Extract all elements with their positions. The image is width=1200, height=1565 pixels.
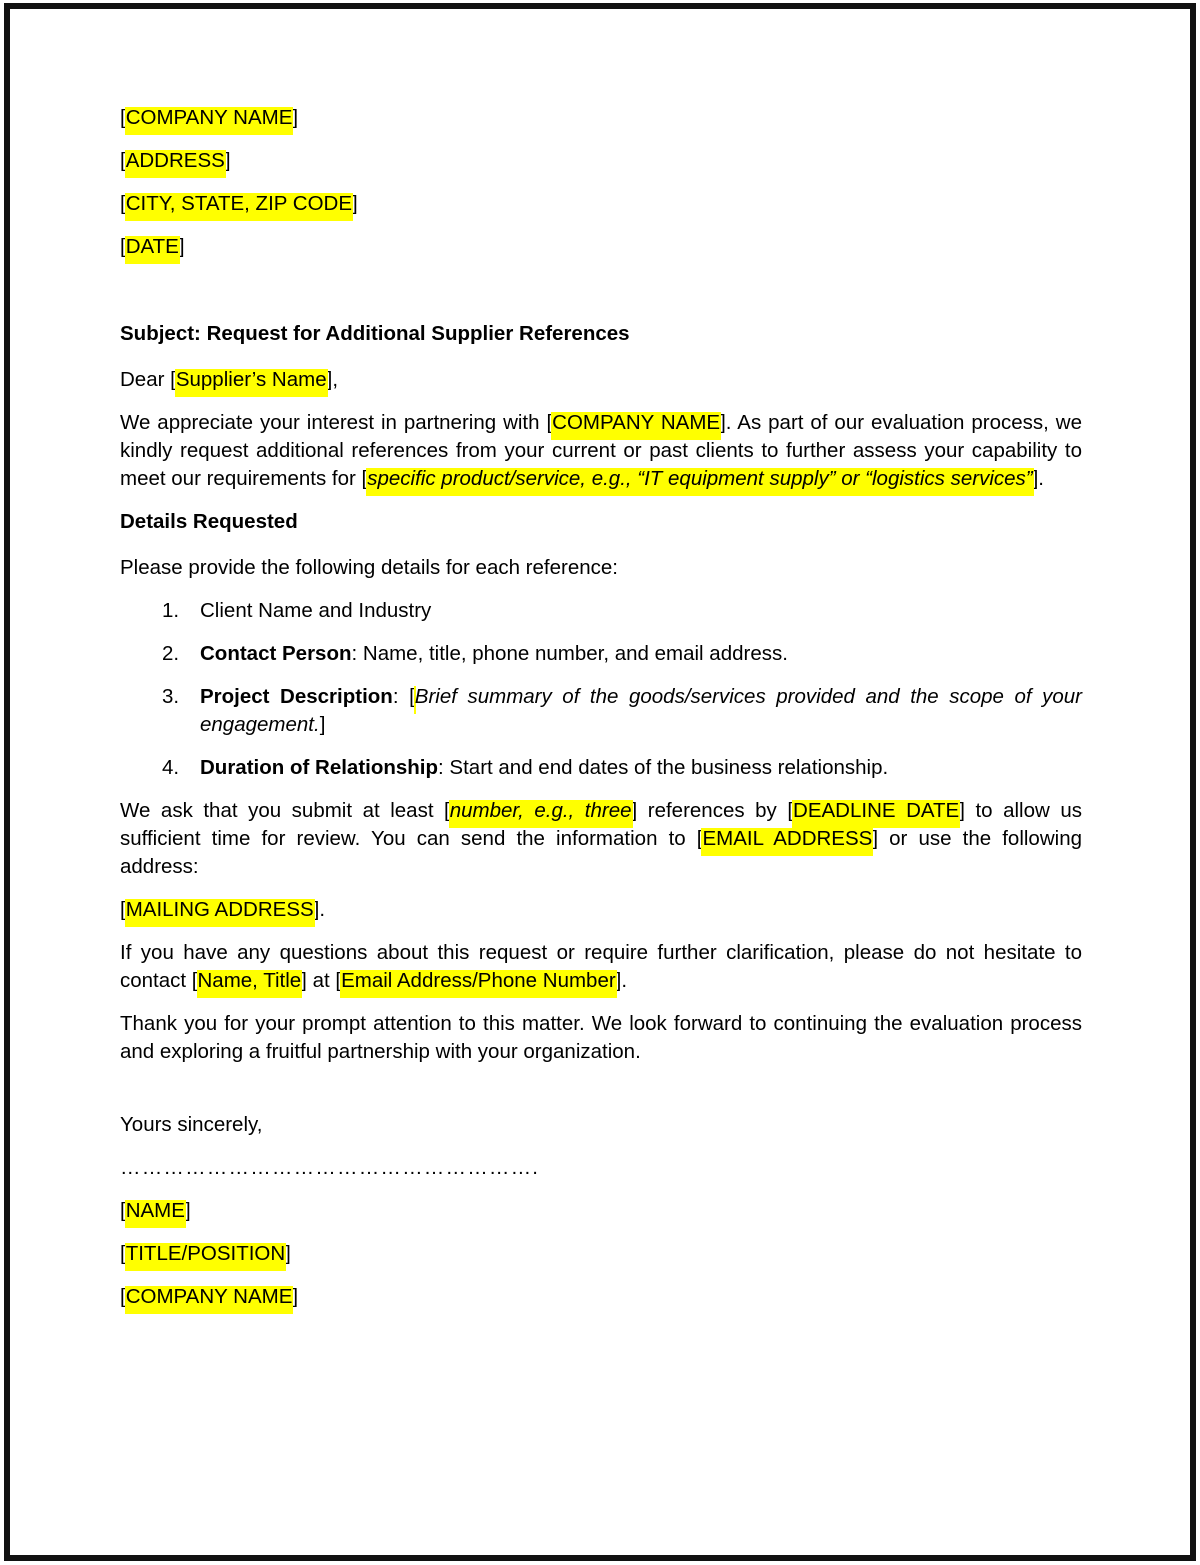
- questions-part-3: ].: [615, 969, 628, 992]
- bracket-close: ]: [184, 1199, 191, 1222]
- list-item-label: Project Description: [200, 685, 393, 708]
- valediction: Yours sincerely,: [120, 1113, 263, 1136]
- contact-email-phone-placeholder: Email Address/Phone Number: [341, 969, 616, 992]
- bracket-open: [: [120, 898, 126, 921]
- email-address-placeholder: EMAIL ADDRESS: [702, 827, 873, 850]
- letterhead-date: [120, 233, 1082, 261]
- date-placeholder: DATE: [125, 235, 179, 258]
- list-item: [120, 683, 1082, 739]
- bracket-close: ]: [352, 192, 358, 215]
- list-item-number: 1.: [162, 599, 180, 622]
- signature-title: [120, 1240, 1082, 1268]
- mailing-address-line: [120, 896, 1082, 924]
- project-description-placeholder: Brief summary of the goods/services provided and the scope of your engagement.: [200, 685, 1083, 736]
- intro-part-1: We appreciate your interest in partnering with [: [120, 411, 553, 434]
- signer-title-placeholder: TITLE/POSITION: [125, 1242, 286, 1265]
- closing-paragraph: Thank you for your prompt attention to this matter. We look forward to continuing the evaluation process and exploring a fruitful partnership with your organization.: [120, 1012, 1082, 1063]
- details-heading: Details Requested: [120, 510, 298, 533]
- company-name-placeholder: COMPANY NAME: [125, 106, 293, 129]
- bracket-open: [: [120, 192, 126, 215]
- bracket-close: ]: [285, 1242, 291, 1265]
- company-name-placeholder: COMPANY NAME: [552, 411, 721, 434]
- list-item: [120, 754, 1082, 782]
- list-item-text: Client Name and Industry: [200, 599, 432, 622]
- bracket-open: [: [120, 1199, 126, 1222]
- list-item-number: 2.: [162, 642, 180, 665]
- deadline-date-placeholder: DEADLINE DATE: [793, 799, 960, 822]
- intro-part-3: ].: [1032, 467, 1045, 490]
- list-item: [120, 597, 1082, 625]
- spacer: [120, 276, 1082, 320]
- list-item-body: [200, 683, 1082, 739]
- signature-name: [120, 1197, 1082, 1225]
- list-item-tail: ]: [319, 713, 326, 736]
- submission-part-2: ] references by [: [631, 799, 794, 822]
- intro-paragraph: [120, 409, 1082, 493]
- salutation: [120, 366, 1082, 394]
- list-item-text: : Name, title, phone number, and email address.: [351, 642, 788, 665]
- product-service-placeholder: specific product/service, e.g., “IT equipment supply” or “logistics services”: [367, 467, 1033, 490]
- signature-line: ………………………………………………….: [120, 1156, 540, 1179]
- list-item-body: [200, 642, 788, 665]
- submission-paragraph: [120, 797, 1082, 881]
- bracket-open: [: [120, 1242, 126, 1265]
- city-state-zip-placeholder: CITY, STATE, ZIP CODE: [125, 192, 353, 215]
- letterhead-address: [120, 147, 1082, 175]
- signer-name-placeholder: NAME: [125, 1199, 185, 1222]
- bracket-close: ]: [178, 235, 185, 258]
- letterhead-company: [120, 104, 1082, 132]
- list-item-text: : Start and end dates of the business relationship.: [438, 756, 889, 779]
- spacer: [120, 1081, 1082, 1111]
- list-item-number: 4.: [162, 756, 180, 779]
- submission-part-3: ] to allow us sufficient time for review. You can send the information to [: [120, 799, 1082, 850]
- mailing-address-placeholder: MAILING ADDRESS: [125, 898, 314, 921]
- questions-paragraph: [120, 939, 1082, 995]
- questions-part-2: ] at [: [301, 969, 342, 992]
- bracket-open: [: [120, 106, 126, 129]
- intro-part-2: ]. As part of our evaluation process, we kindly request additional references from your current or past clients to further assess your capability to meet our requirements for [: [120, 411, 1082, 490]
- bracket-open: [: [120, 235, 126, 258]
- salutation-prefix: Dear [: [120, 368, 176, 391]
- letterhead-city-state-zip: [120, 190, 1082, 218]
- address-placeholder: ADDRESS: [125, 149, 225, 172]
- bracket-close: ].: [313, 898, 326, 921]
- contact-name-title-placeholder: Name, Title: [197, 969, 302, 992]
- salutation-suffix: ],: [326, 368, 339, 391]
- list-item-number: 3.: [162, 685, 180, 708]
- submission-part-4: ] or use the following address:: [120, 827, 1082, 878]
- bracket-close: ]: [292, 1285, 299, 1308]
- bracket-open: [: [120, 149, 126, 172]
- signature-company: [120, 1283, 1082, 1311]
- letter-body: [120, 104, 1082, 1326]
- submission-part-1: We ask that you submit at least [: [120, 799, 450, 822]
- signer-company-placeholder: COMPANY NAME: [125, 1285, 293, 1308]
- supplier-name-placeholder: Supplier’s Name: [175, 368, 327, 391]
- bracket-close: ]: [292, 106, 299, 129]
- bracket-close: ]: [224, 149, 231, 172]
- list-item-label: Duration of Relationship: [200, 756, 439, 779]
- number-of-references-placeholder: number, e.g., three: [449, 799, 632, 822]
- questions-part-1: If you have any questions about this request or require further clarification, please do not hesitate to contact [: [120, 941, 1082, 992]
- list-item-body: [200, 756, 888, 779]
- list-item-text: : [: [392, 685, 415, 708]
- details-list: [120, 597, 1082, 782]
- list-item: [120, 640, 1082, 668]
- list-item-body: [200, 599, 431, 622]
- details-lead-in: Please provide the following details for each reference:: [120, 556, 618, 579]
- list-item-label: Contact Person: [200, 642, 352, 665]
- bracket-open: [: [120, 1285, 126, 1308]
- subject-line: Subject: Request for Additional Supplier References: [120, 322, 630, 345]
